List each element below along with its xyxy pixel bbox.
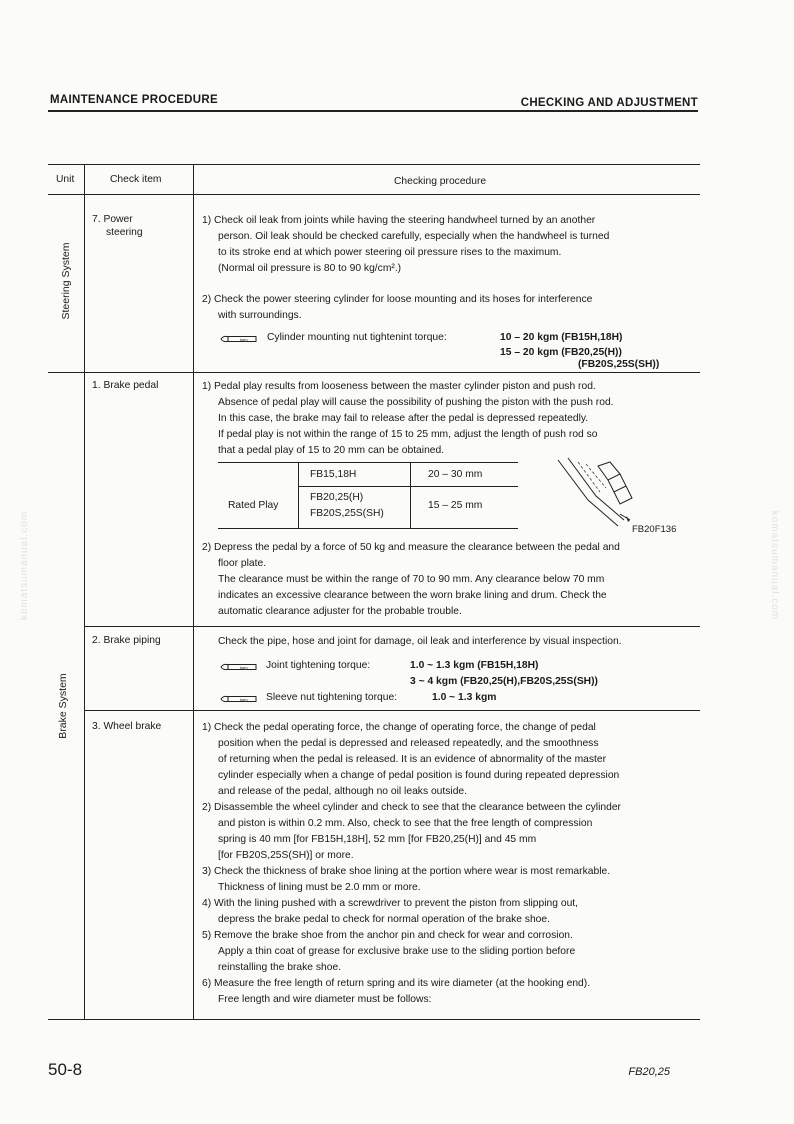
wb-line: 4) With the lining pushed with a screwdriver to prevent the piston from slipping out, [202,898,579,909]
bp-p2-line: automatic clearance adjuster for the probable trouble. [218,606,462,617]
header-check-item: Check item [110,174,162,185]
svg-text:kgm: kgm [240,337,248,342]
wb-line: reinstalling the brake shoe. [218,962,342,973]
svg-text:kgm: kgm [240,665,248,670]
wb-line: 2) Disassemble the wheel cylinder and check to see that the clearance between the cylinder [202,802,621,813]
bp-p1-line: that a pedal play of 15 to 20 mm can be obtained. [218,445,445,456]
wb-line: Free length and wire diameter must be follows: [218,994,432,1005]
header-procedure: Checking procedure [394,176,487,187]
unit-steering-system: Steering System [60,242,72,320]
item-brake-pedal: 1. Brake pedal [92,380,159,391]
torque-wrench-icon [220,334,258,344]
wb-line: and release of the pedal, although no oil leaks outside. [218,786,468,797]
bp-p1-line: 1) Pedal play results from looseness between the master cylinder piston and push rod. [202,381,596,392]
bp-p1-line: If pedal play is not within the range of 15 to 25 mm, adjust the length of push rod so [218,429,598,440]
rated-play-label: Rated Play [228,500,279,511]
unit-brake-system: Brake System [57,673,69,739]
page-number: 50-8 [48,1060,83,1079]
wb-line: of returning when the pedal is released. It is an evidence of abnormality of the master [218,754,607,765]
section-title: MAINTENANCE PROCEDURE [50,94,218,106]
bp-p2-line: The clearance must be within the range of 70 to 90 mm. Any clearance below 70 mm [218,574,605,585]
ps-p2-line: 2) Check the power steering cylinder for loose mounting and its hoses for interference [202,294,593,305]
wb-line: and piston is within 0.2 mm. Also, check to see that the free length of compression [218,818,593,829]
value-cell: 20 – 30 mm [428,469,483,480]
wb-line: [for FB20S,25S(SH)] or more. [218,850,354,861]
joint-torque-value: 1.0 ~ 1.3 kgm (FB15H,18H) [410,660,539,671]
ps-p2-line: with surroundings. [218,310,302,321]
ps-torque-value: 10 – 20 kgm (FB15H,18H) [500,332,623,343]
ps-torque-label: Cylinder mounting nut tightenint torque: [267,332,447,343]
watermark-right: komatsumanual.com [769,510,781,621]
item-brake-piping: 2. Brake piping [92,635,161,646]
model-number: FB20,25 [628,1066,670,1078]
torque-wrench-icon [220,694,258,704]
model-cell: FB20S,25S(SH) [310,508,384,519]
wb-line: Apply a thin coat of grease for exclusive brake use to the sliding portion before [218,946,576,957]
item-power-steering: 7. Power [92,214,133,225]
watermark-left: komatsumanual.com [19,510,31,621]
section-subtitle: CHECKING AND ADJUSTMENT [520,97,698,109]
ps-p1-line: person. Oil leak should be checked carefully, especially when the handwheel is turned [218,231,610,242]
wb-line: cylinder especially when a change of pedal position is found during repeated depression [218,770,620,781]
value-cell: 15 – 25 mm [428,500,483,511]
joint-torque-label: Joint tightening torque: [266,660,371,671]
item-power-steering-2: steering [106,227,143,238]
header-rule [48,110,698,112]
bp-p1-line: In this case, the brake may fail to release after the pedal is depressed repeatedly. [218,413,589,424]
model-cell: FB20,25(H) [310,492,364,503]
svg-text:kgm: kgm [240,697,248,702]
bp-p2-line: 2) Depress the pedal by a force of 50 kg and measure the clearance between the pedal and [202,542,620,553]
wb-line: spring is 40 mm [for FB15H,18H], 52 mm [for FB20,25(H)] and 45 mm [218,834,537,845]
piping-line: Check the pipe, hose and joint for damage, oil leak and interference by visual inspection. [218,636,622,647]
wb-line: 6) Measure the free length of return spring and its wire diameter (at the hooking end). [202,978,591,989]
wb-line: 1) Check the pedal operating force, the change of operating force, the change of pedal [202,722,596,733]
ps-p1-line: (Normal oil pressure is 80 to 90 kg/cm².) [218,263,402,274]
bp-p2-line: floor plate. [218,558,267,569]
ps-p1-line: 1) Check oil leak from joints while having the steering handwheel turned by an another [202,215,596,226]
wb-line: Thickness of lining must be 2.0 mm or more. [218,882,421,893]
wb-line: position when the pedal is depressed and released repeatedly, and the smoothness [218,738,599,749]
joint-torque-value: 3 ~ 4 kgm (FB20,25(H),FB20S,25S(SH)) [410,676,598,687]
item-wheel-brake: 3. Wheel brake [92,721,162,732]
sleeve-torque-label: Sleeve nut tightening torque: [266,692,398,703]
ps-torque-value: (FB20S,25S(SH)) [578,359,660,370]
wb-line: 3) Check the thickness of brake shoe lining at the portion where wear is most remarkable. [202,866,611,877]
ps-p1-line: to its stroke end at which power steering oil pressure rises to the maximum. [218,247,562,258]
model-cell: FB15,18H [310,469,357,480]
rated-play-table [218,462,518,528]
wb-line: depress the brake pedal to check for normal operation of the brake shoe. [218,914,550,925]
bp-p2-line: indicates an excessive clearance between the worn brake lining and drum. Check the [218,590,607,601]
figure-caption: FB20F136 [632,524,677,535]
wb-line: 5) Remove the brake shoe from the anchor pin and check for wear and corrosion. [202,930,573,941]
ps-torque-value: 15 – 20 kgm (FB20,25(H)) [500,347,622,358]
header-unit: Unit [56,174,75,185]
bp-p1-line: Absence of pedal play will cause the possibility of pushing the piston with the push rod. [218,397,614,408]
torque-wrench-icon [220,662,258,672]
sleeve-torque-value: 1.0 ~ 1.3 kgm [432,692,497,703]
